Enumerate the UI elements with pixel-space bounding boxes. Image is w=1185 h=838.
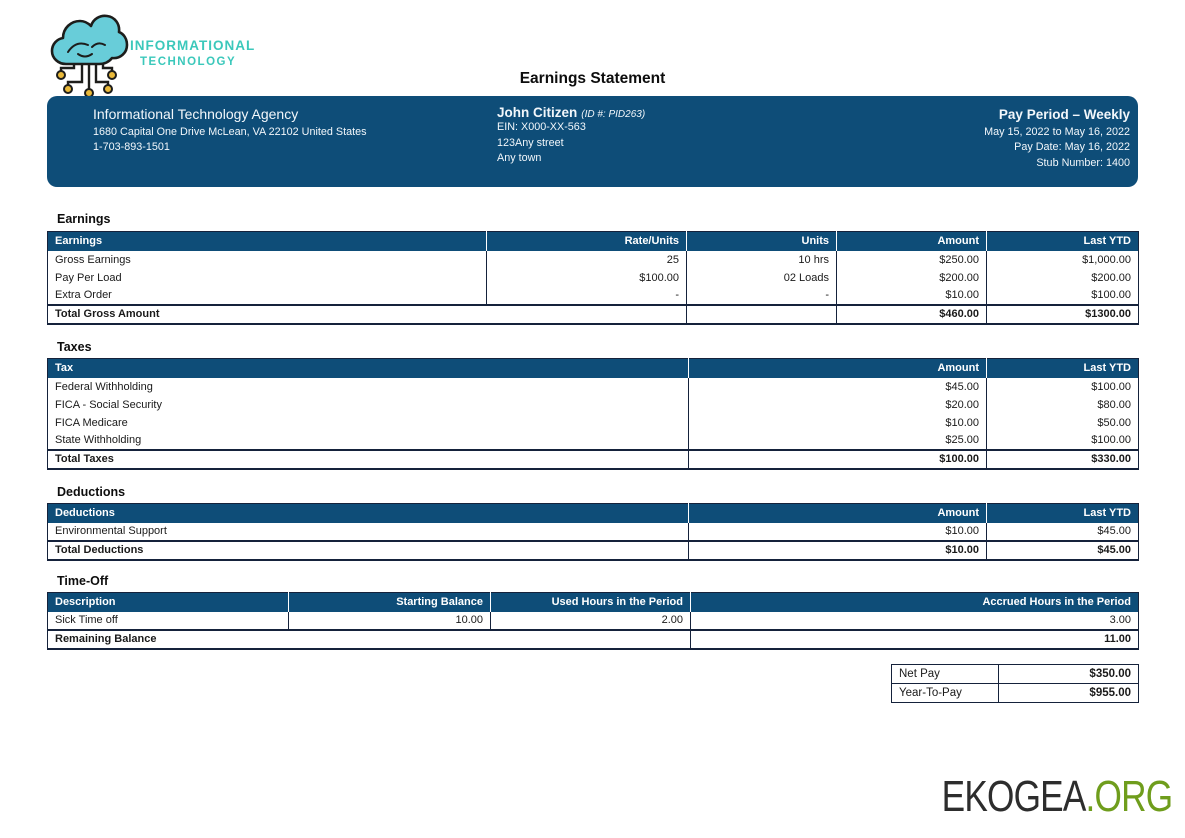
table-row xyxy=(48,287,1139,305)
table-cell: Sick Time off xyxy=(55,614,118,626)
header-amount: Amount xyxy=(689,359,987,378)
table-cell: 3.00 xyxy=(691,612,1139,630)
total-amount: $100.00 xyxy=(689,450,987,469)
table-cell: 02 Loads xyxy=(687,269,837,287)
table-cell: State Withholding xyxy=(55,434,142,446)
header-last-ytd: Last YTD xyxy=(987,504,1139,523)
employee-town: Any town xyxy=(497,152,542,164)
table-cell: $200.00 xyxy=(837,269,987,287)
table-header-row xyxy=(48,359,1139,378)
total-value: 11.00 xyxy=(691,630,1139,649)
earnings-section-title: Earnings xyxy=(57,212,111,226)
employee-info xyxy=(497,105,645,167)
table-cell: $250.00 xyxy=(837,251,987,269)
total-label: Total Taxes xyxy=(48,450,689,469)
table-row xyxy=(48,523,1139,541)
total-row xyxy=(48,630,1139,649)
table-row xyxy=(48,251,1139,269)
table-cell: 10 hrs xyxy=(687,251,837,269)
table-cell: - xyxy=(487,287,687,305)
summary-row xyxy=(892,684,1139,703)
table-cell: $100.00 xyxy=(987,287,1139,305)
header-tax: Tax xyxy=(48,359,689,378)
pay-date: Pay Date: May 16, 2022 xyxy=(1014,141,1130,154)
footer-brand-org: .ORG xyxy=(1085,772,1172,821)
header-description: Description xyxy=(48,593,289,612)
header-used-hours: Used Hours in the Period xyxy=(491,593,691,612)
employee-id: (ID #: PID263) xyxy=(581,109,646,120)
total-row xyxy=(48,305,1139,324)
table-row xyxy=(48,432,1139,450)
header-units: Units xyxy=(687,232,837,251)
table-cell: $45.00 xyxy=(689,378,987,396)
header-accrued-hours: Accrued Hours in the Period xyxy=(691,593,1139,612)
header-amount: Amount xyxy=(837,232,987,251)
table-cell: $10.00 xyxy=(837,287,987,305)
employee-ein: EIN: X000-XX-563 xyxy=(497,121,586,133)
statement-header-band xyxy=(47,96,1138,187)
table-header-row xyxy=(48,232,1139,251)
table-cell: Federal Withholding xyxy=(55,380,153,393)
header-starting-balance: Starting Balance xyxy=(289,593,491,612)
table-cell: Extra Order xyxy=(55,289,112,301)
footer-brand-dark: EKOGEA xyxy=(941,772,1086,821)
company-info xyxy=(93,106,367,155)
header-deductions: Deductions xyxy=(48,504,689,523)
brand-line2: TECHNOLOGY xyxy=(140,56,237,68)
table-cell: $100.00 xyxy=(987,432,1139,450)
table-cell: $10.00 xyxy=(689,414,987,432)
company-address: 1680 Capital One Drive McLean, VA 22102 United States xyxy=(93,126,367,138)
table-row xyxy=(48,414,1139,432)
header-amount: Amount xyxy=(689,504,987,523)
total-ytd: $1300.00 xyxy=(987,305,1139,324)
table-cell: $1,000.00 xyxy=(987,251,1139,269)
deductions-section-title: Deductions xyxy=(57,485,126,499)
company-phone: 1-703-893-1501 xyxy=(93,141,170,153)
table-cell: $20.00 xyxy=(689,396,987,414)
total-label: Total Deductions xyxy=(48,541,689,560)
table-row xyxy=(48,396,1139,414)
brand-line1: INFORMATIONAL xyxy=(130,38,256,53)
summary-row xyxy=(892,665,1139,684)
stub-number: Stub Number: 1400 xyxy=(1036,156,1130,169)
table-row xyxy=(48,269,1139,287)
table-cell: 25 xyxy=(487,251,687,269)
table-cell: $10.00 xyxy=(689,523,987,541)
total-units xyxy=(687,305,837,324)
net-pay-summary-table xyxy=(891,664,1139,703)
table-cell: $200.00 xyxy=(987,269,1139,287)
table-cell: FICA Medicare xyxy=(55,416,128,429)
table-cell: $45.00 xyxy=(987,523,1139,541)
total-row xyxy=(48,450,1139,469)
table-cell: $100.00 xyxy=(487,269,687,287)
total-label: Total Gross Amount xyxy=(48,305,687,324)
pay-period-info xyxy=(984,107,1130,171)
table-cell: $80.00 xyxy=(987,396,1139,414)
timeoff-section-title: Time-Off xyxy=(57,574,109,588)
year-to-pay-value: $955.00 xyxy=(999,684,1139,703)
table-cell: 2.00 xyxy=(491,612,691,630)
brand-name xyxy=(130,38,255,68)
employee-name xyxy=(497,105,645,120)
table-cell: 10.00 xyxy=(289,612,491,630)
table-row xyxy=(48,378,1139,396)
total-row xyxy=(48,541,1139,560)
company-name: Informational Technology Agency xyxy=(93,106,299,122)
table-cell: Environmental Support xyxy=(55,525,167,537)
table-cell: $100.00 xyxy=(987,378,1139,396)
table-cell: FICA - Social Security xyxy=(55,398,162,411)
table-header-row xyxy=(48,593,1139,612)
total-ytd: $45.00 xyxy=(987,541,1139,560)
pay-period-title: Pay Period – Weekly xyxy=(998,107,1130,122)
table-cell: Gross Earnings xyxy=(55,253,131,266)
deductions-table xyxy=(47,503,1139,561)
timeoff-table xyxy=(47,592,1139,650)
table-cell: - xyxy=(687,287,837,305)
header-last-ytd: Last YTD xyxy=(987,232,1139,251)
total-amount: $10.00 xyxy=(689,541,987,560)
table-cell: Pay Per Load xyxy=(55,271,122,284)
cloud-circuit-logo-icon xyxy=(48,12,130,107)
page-title: Earnings Statement xyxy=(519,70,666,87)
total-ytd: $330.00 xyxy=(987,450,1139,469)
net-pay-label: Net Pay xyxy=(892,665,999,684)
header-earnings: Earnings xyxy=(48,232,487,251)
pay-period-range: May 15, 2022 to May 16, 2022 xyxy=(984,126,1130,138)
employee-street: 123Any street xyxy=(497,136,564,149)
year-to-pay-label: Year-To-Pay xyxy=(892,684,999,703)
taxes-section-title: Taxes xyxy=(57,340,92,354)
taxes-table xyxy=(47,358,1139,470)
net-pay-value: $350.00 xyxy=(999,665,1139,684)
footer-brand xyxy=(941,772,1172,822)
total-amount: $460.00 xyxy=(837,305,987,324)
total-label: Remaining Balance xyxy=(48,630,691,649)
earnings-table xyxy=(47,231,1139,325)
employee-name-text: John Citizen xyxy=(497,105,578,120)
header-rate-units: Rate/Units xyxy=(487,232,687,251)
table-row xyxy=(48,612,1139,630)
table-cell: $25.00 xyxy=(689,432,987,450)
table-header-row xyxy=(48,504,1139,523)
header-last-ytd: Last YTD xyxy=(987,359,1139,378)
table-cell: $50.00 xyxy=(987,414,1139,432)
